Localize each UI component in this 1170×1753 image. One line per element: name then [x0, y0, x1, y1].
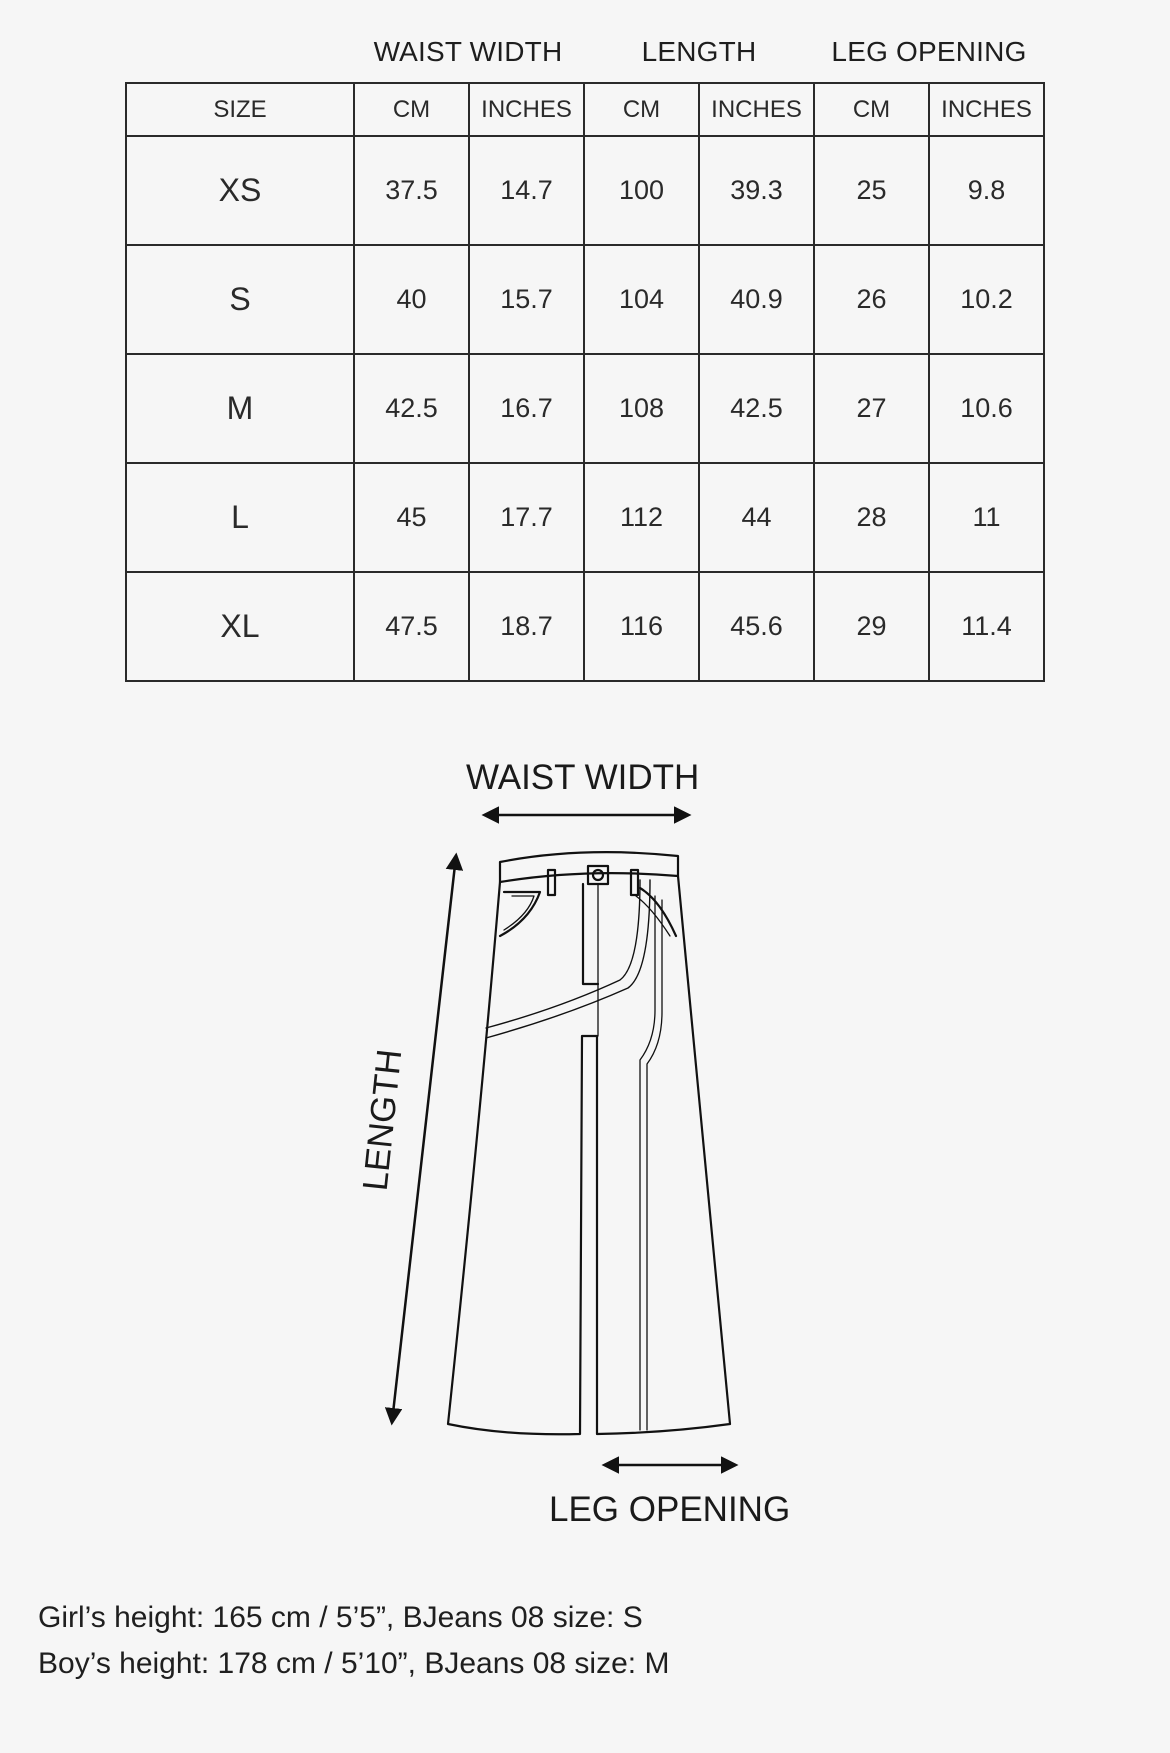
table-cell: 39.3: [699, 136, 814, 245]
table-cell: 15.7: [469, 245, 584, 354]
table-cell: 104: [584, 245, 699, 354]
table-cell: 108: [584, 354, 699, 463]
table-cell: 26: [814, 245, 929, 354]
table-cell: 40: [354, 245, 469, 354]
column-header: CM: [584, 83, 699, 136]
table-cell: 10.6: [929, 354, 1044, 463]
column-header: SIZE: [126, 83, 354, 136]
table-cell: 17.7: [469, 463, 584, 572]
size-cell: S: [126, 245, 354, 354]
table-cell: 37.5: [354, 136, 469, 245]
table-cell: 47.5: [354, 572, 469, 681]
size-cell: M: [126, 354, 354, 463]
table-cell: 40.9: [699, 245, 814, 354]
column-header: INCHES: [699, 83, 814, 136]
table-cell: 14.7: [469, 136, 584, 245]
column-header: CM: [354, 83, 469, 136]
table-cell: 42.5: [699, 354, 814, 463]
diagram-length-label: LENGTH: [355, 1047, 410, 1193]
diagram-waist-label: WAIST WIDTH: [466, 758, 700, 797]
size-cell: XL: [126, 572, 354, 681]
header-leg-opening: LEG OPENING: [831, 36, 1027, 67]
table-cell: 28: [814, 463, 929, 572]
table-cell: 116: [584, 572, 699, 681]
column-header: INCHES: [469, 83, 584, 136]
boy-height-note: Boy’s height: 178 cm / 5’10”, BJeans 08 size: M: [38, 1647, 670, 1680]
table-cell: 42.5: [354, 354, 469, 463]
diagram-leg-label: LEG OPENING: [549, 1490, 791, 1529]
table-cell: 27: [814, 354, 929, 463]
table-cell: 100: [584, 136, 699, 245]
table-cell: 10.2: [929, 245, 1044, 354]
table-cell: 18.7: [469, 572, 584, 681]
header-length: LENGTH: [641, 36, 757, 67]
table-cell: 9.8: [929, 136, 1044, 245]
table-cell: 29: [814, 572, 929, 681]
table-cell: 25: [814, 136, 929, 245]
arrow-diagonal-icon: [392, 856, 456, 1422]
table-cell: 11.4: [929, 572, 1044, 681]
size-cell: XS: [126, 136, 354, 245]
size-cell: L: [126, 463, 354, 572]
table-cell: 45.6: [699, 572, 814, 681]
column-header: CM: [814, 83, 929, 136]
table-cell: 45: [354, 463, 469, 572]
table-cell: 16.7: [469, 354, 584, 463]
jeans-outline-icon: [448, 852, 730, 1434]
column-header: INCHES: [929, 83, 1044, 136]
header-waist-width: WAIST WIDTH: [373, 36, 563, 67]
girl-height-note: Girl’s height: 165 cm / 5’5”, BJeans 08 size: S: [38, 1601, 643, 1634]
table-cell: 44: [699, 463, 814, 572]
table-cell: 11: [929, 463, 1044, 572]
table-cell: 112: [584, 463, 699, 572]
